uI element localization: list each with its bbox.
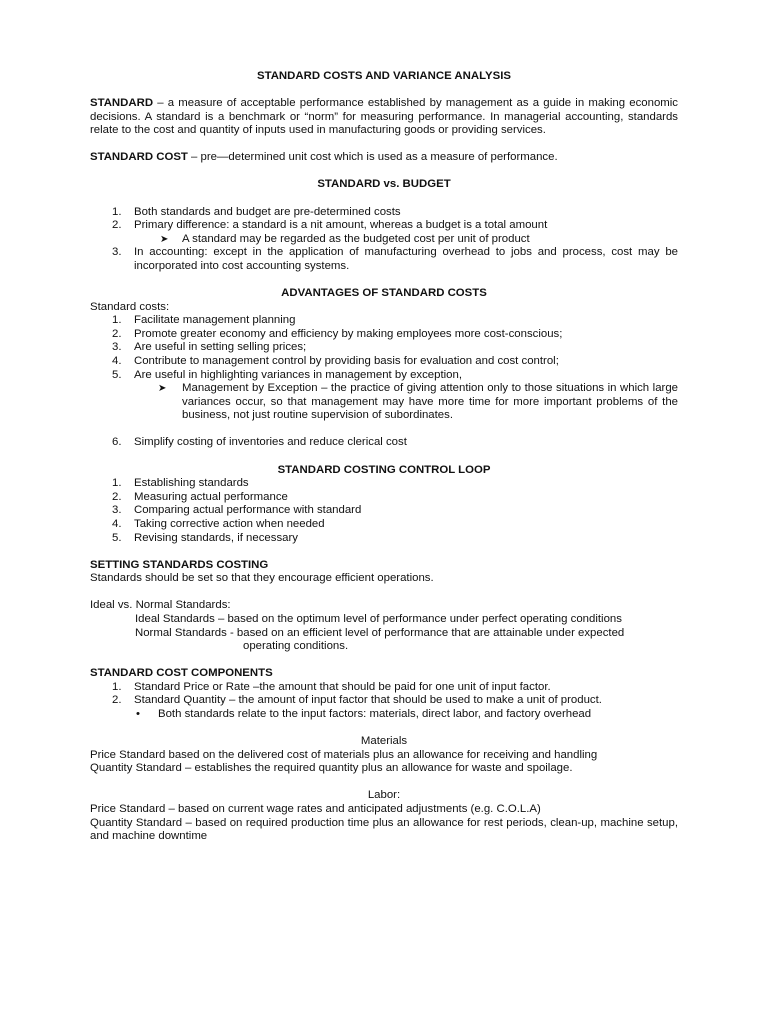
normal-standards-cont: operating conditions. xyxy=(243,640,349,653)
standard-text: – a measure of acceptable performance established by management as a guide in making economic decisions. A standard is a benchmark or “norm” for measuring performance. In managerial accounting, standards relate to the cost and quantity of inputs used in manufacturing goods or providing services. xyxy=(90,97,678,137)
list-item: 1. Establishing standards xyxy=(112,477,249,490)
list-item: 3. Are useful in setting selling prices; xyxy=(112,341,307,354)
arrow-subitem: ➤ A standard may be regarded as the budgeted cost per unit of product xyxy=(160,232,530,245)
bullet-subitem: • Both standards relate to the input factors: materials, direct labor, and factory overhead xyxy=(136,707,592,720)
list-item: 2. Measuring actual performance xyxy=(112,490,288,503)
components-list xyxy=(90,681,678,708)
list-item: 2. Promote greater economy and efficiency by making employees more cost-conscious; xyxy=(112,327,563,340)
list-item: 2. Standard Quantity – the amount of input factor that should be used to make a unit of product. xyxy=(112,694,602,707)
bullet-dot-icon: • xyxy=(136,707,140,720)
control-loop-list xyxy=(90,477,678,545)
arrow-subitem: ➤ Management by Exception – the practice of giving attention only to those situations in which large variances occur, so that management may have more time for more important problems of the business, not just routine supervision of subordinates. xyxy=(158,382,678,422)
setting-heading: SETTING STANDARDS COSTING xyxy=(90,558,269,571)
page-title: STANDARD COSTS AND VARIANCE ANALYSIS xyxy=(257,70,511,82)
advantages-list xyxy=(90,314,678,382)
advantages-heading: ADVANTAGES OF STANDARD COSTS xyxy=(281,287,487,300)
advantages-list-cont xyxy=(90,436,678,450)
list-item: 5. Are useful in highlighting variances in management by exception, xyxy=(112,368,462,381)
labor-heading: Labor: xyxy=(367,789,401,802)
standard-definition xyxy=(90,97,678,138)
standard-cost-term: STANDARD COST xyxy=(90,151,188,164)
arrow-bullet-icon: ➤ xyxy=(160,233,169,245)
materials-quantity: Quantity Standard – establishes the required quantity plus an allowance for waste and spoilage. xyxy=(90,762,573,775)
materials-heading: Materials xyxy=(360,735,408,748)
labor-price: Price Standard – based on current wage rates and anticipated adjustments (e.g. C.O.L.A) xyxy=(90,802,541,815)
ideal-normal-heading: Ideal vs. Normal Standards: xyxy=(90,599,231,612)
advantages-intro: Standard costs: xyxy=(90,300,170,313)
arrow-bullet-icon: ➤ xyxy=(158,383,167,395)
document-page xyxy=(90,70,678,844)
standard-cost-definition xyxy=(90,151,678,165)
list-item: 1. Standard Price or Rate –the amount that should be paid for one unit of input factor. xyxy=(112,680,551,693)
list-item: 2. Primary difference: a standard is a nit amount, whereas a budget is a total amount xyxy=(112,219,548,232)
normal-standards: Normal Standards - based on an efficient level of performance that are attainable under expected xyxy=(135,626,625,639)
std-vs-budget-heading: STANDARD vs. BUDGET xyxy=(317,178,451,191)
list-item: 5. Revising standards, if necessary xyxy=(112,531,298,544)
control-loop-heading: STANDARD COSTING CONTROL LOOP xyxy=(277,463,491,476)
standard-term: STANDARD xyxy=(90,97,154,110)
components-heading: STANDARD COST COMPONENTS xyxy=(90,667,273,680)
list-item: 6. Simplify costing of inventories and reduce clerical cost xyxy=(112,436,407,449)
list-item: 1. Facilitate management planning xyxy=(112,314,296,327)
list-item: 3. Comparing actual performance with standard xyxy=(112,504,362,517)
materials-price: Price Standard based on the delivered cost of materials plus an allowance for receiving and handling xyxy=(90,748,598,761)
list-item: 1. Both standards and budget are pre-determined costs xyxy=(112,205,401,218)
standard-cost-text: – pre—determined unit cost which is used as a measure of performance. xyxy=(187,151,558,164)
list-item: 4. Contribute to management control by providing basis for evaluation and cost control; xyxy=(112,355,559,367)
ideal-standards: Ideal Standards – based on the optimum level of performance under perfect operating conditions xyxy=(135,612,622,625)
list-item: 4. Taking corrective action when needed xyxy=(112,517,325,530)
labor-quantity: Quantity Standard – based on required production time plus an allowance for rest periods, clean-up, machine setup, and machine downtime xyxy=(90,816,678,843)
std-vs-budget-list xyxy=(90,206,678,233)
list-item: 3. In accounting: except in the application of manufacturing overhead to jobs and process, cost may be incorporated into cost accounting systems. xyxy=(112,246,678,272)
std-vs-budget-list-cont xyxy=(90,246,678,273)
setting-text: Standards should be set so that they encourage efficient operations. xyxy=(90,572,434,585)
